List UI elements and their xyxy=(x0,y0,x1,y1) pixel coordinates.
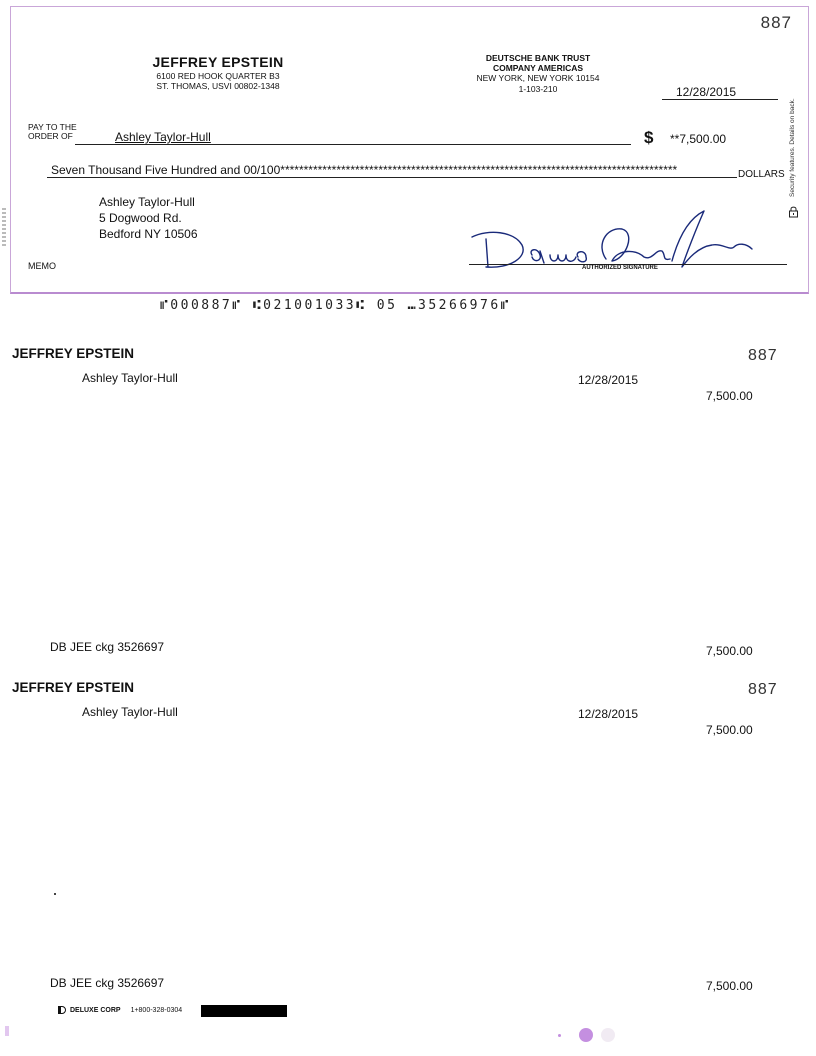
stub-account: DB JEE ckg 3526697 xyxy=(50,976,165,990)
payee-address-name: Ashley Taylor-Hull xyxy=(99,195,195,209)
payee-name: Ashley Taylor-Hull xyxy=(115,130,211,144)
stub-amount: 7,500.00 xyxy=(706,723,753,737)
edge-mark xyxy=(5,1026,9,1036)
stub-payee: Ashley Taylor-Hull xyxy=(82,371,178,385)
bank-name-line1: DEUTSCHE BANK TRUST xyxy=(485,53,591,63)
pay-to-label: PAY TO THE xyxy=(28,122,77,132)
stub-payer-name: JEFFREY EPSTEIN xyxy=(12,680,135,695)
dollars-label: DOLLARS xyxy=(738,169,785,180)
payer-address-line1: 6100 RED HOOK QUARTER B3 xyxy=(156,71,280,81)
payer-address-line2: ST. THOMAS, USVI 00802-1348 xyxy=(156,81,280,91)
deluxe-logo-icon xyxy=(58,1006,66,1014)
bank-address: NEW YORK, NEW YORK 10154 xyxy=(476,73,600,83)
check xyxy=(10,6,809,294)
stub-total: 7,500.00 xyxy=(706,979,753,993)
stub-amount: 7,500.00 xyxy=(706,389,753,403)
signature-image xyxy=(466,199,766,274)
redaction-bar xyxy=(201,1005,287,1017)
stub-account: DB JEE ckg 3526697 xyxy=(50,640,165,654)
stub-check-number: 887 xyxy=(748,347,778,364)
stub-payer-name: JEFFREY EPSTEIN xyxy=(12,346,135,361)
check-date: 12/28/2015 xyxy=(676,85,737,99)
stub-total: 7,500.00 xyxy=(706,644,753,658)
security-features-text: Security features. Details on back. xyxy=(789,98,796,197)
dollar-sign: $ xyxy=(644,128,654,147)
edge-mark xyxy=(2,208,6,248)
stub-payee: Ashley Taylor-Hull xyxy=(82,705,178,719)
amount-words-line xyxy=(47,177,737,178)
speck xyxy=(558,1034,561,1037)
deluxe-brand: DELUXE CORP xyxy=(70,1006,121,1014)
authorized-signature-label: AUTHORIZED SIGNATURE xyxy=(582,265,658,271)
order-of-label: ORDER OF xyxy=(28,131,73,141)
stub-date: 12/28/2015 xyxy=(578,373,639,387)
payee-line xyxy=(75,144,631,145)
bank-name-line2: COMPANY AMERICAS xyxy=(492,63,584,73)
payee-address-line2: Bedford NY 10506 xyxy=(99,227,198,241)
amount-in-words: Seven Thousand Five Hundred and 00/100************************************************************************************* xyxy=(51,163,678,177)
date-line xyxy=(662,99,778,100)
deluxe-phone: 1+800-328-0304 xyxy=(130,1006,183,1014)
speck xyxy=(54,893,56,895)
payer-name: JEFFREY EPSTEIN xyxy=(152,54,284,70)
color-dot xyxy=(601,1028,615,1042)
lock-icon xyxy=(788,205,799,218)
check-amount: **7,500.00 xyxy=(670,132,727,146)
check-number: 887 xyxy=(760,13,792,32)
bank-routing-fraction: 1-103-210 xyxy=(518,84,558,94)
stub-check-number: 887 xyxy=(748,681,778,698)
color-dot xyxy=(579,1028,593,1042)
memo-label: MEMO xyxy=(28,261,56,271)
deluxe-footer xyxy=(58,1006,182,1014)
payee-address-line1: 5 Dogwood Rd. xyxy=(99,211,182,225)
stub-date: 12/28/2015 xyxy=(578,707,639,721)
micr-line: ⑈000887⑈ ⑆021001033⑆ 05 ⑉35266976⑈ xyxy=(160,298,511,313)
